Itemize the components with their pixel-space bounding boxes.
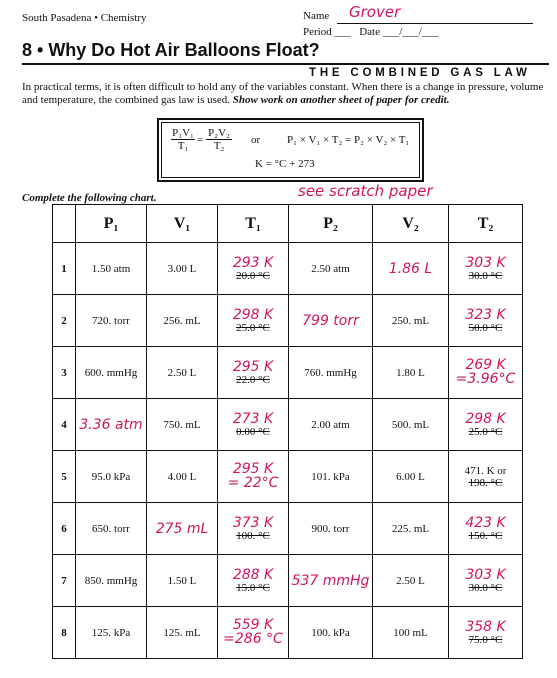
name-label: Name (303, 10, 330, 22)
cell-t1-handwritten-conversion: =286 °C (223, 631, 283, 647)
cell-t2-crossed-out: 25.0 °C (468, 425, 503, 438)
cell-t1 (218, 503, 289, 555)
cell-v1-value: 3.00 L (167, 262, 197, 275)
cell-t2-handwritten: 358 K (465, 618, 506, 635)
cell-t1-handwritten: 295 K (232, 461, 274, 477)
cell-t2 (449, 295, 523, 347)
cell-p1-value: 720. torr (92, 314, 130, 327)
cell-t1 (218, 607, 289, 659)
cell-v1 (147, 555, 218, 607)
chart-header-row (53, 205, 523, 243)
cell-v1 (147, 503, 218, 555)
cell-t2-handwritten: 323 K (465, 306, 506, 323)
cell-p1-value: 1.50 atm (91, 262, 131, 275)
period-date-line (303, 26, 438, 38)
cell-t2 (449, 451, 523, 503)
header-p2: P₂ (289, 205, 373, 243)
cell-t2-crossed-out: 30.0 °C (468, 269, 503, 282)
header-v1: V₁ (147, 205, 218, 243)
kelvin-conversion: K = °C + 273 (255, 158, 315, 170)
cell-v1-value: 125. mL (163, 626, 201, 639)
cell-v2-value: 2.50 L (396, 574, 425, 587)
cell-t2 (449, 347, 523, 399)
cell-p2 (289, 503, 373, 555)
formula-or: or (251, 134, 261, 146)
cell-p2-handwritten: 537 mmHg (291, 572, 370, 589)
cell-t1 (218, 399, 289, 451)
cell-t1-handwritten: 273 K (232, 410, 274, 427)
header-p1: P₁ (76, 205, 147, 243)
cell-t1 (218, 243, 289, 295)
formula-lhs (171, 127, 195, 152)
cell-p1-value: 850. mmHg (84, 574, 138, 587)
cell-t1-handwritten: 373 K (232, 514, 274, 531)
cell-t2-crossed-out: 150. °C (468, 529, 503, 542)
cell-t1-crossed-out: 20.0 °C (236, 269, 270, 282)
cell-t2-crossed-out: 75.0 °C (468, 633, 503, 646)
cell-p2 (289, 347, 373, 399)
cell-t1-crossed-out: 25.0 °C (236, 321, 270, 334)
cell-p1-value: 125. kPa (91, 626, 131, 639)
cell-v1-handwritten: 275 mL (155, 520, 209, 537)
cell-p1 (76, 607, 147, 659)
cell-t2-crossed-out: 50.0 °C (468, 321, 503, 334)
cell-v2 (373, 555, 449, 607)
cell-p2 (289, 555, 373, 607)
cell-v2-value: 500. mL (391, 418, 430, 431)
cell-v2 (373, 399, 449, 451)
row-number: 2 (53, 295, 76, 347)
cell-t1 (218, 451, 289, 503)
cell-v1-value: 4.00 L (167, 470, 197, 483)
cell-v1-value: 1.50 L (167, 574, 197, 587)
table-row (53, 243, 523, 295)
cell-v2-value: 6.00 L (396, 470, 425, 483)
cell-p1-handwritten: 3.36 atm (79, 416, 143, 433)
gas-law-chart (52, 204, 523, 659)
cell-t1 (218, 347, 289, 399)
cell-v1 (147, 243, 218, 295)
cell-t2 (449, 399, 523, 451)
header-t1: T₁ (218, 205, 289, 243)
cell-v1 (147, 295, 218, 347)
table-row (53, 295, 523, 347)
lhs-numerator: P₁V₁ (172, 127, 194, 139)
cell-v1-value: 750. mL (163, 418, 201, 431)
cell-v1 (147, 451, 218, 503)
formula-box (157, 118, 424, 182)
row-number: 1 (53, 243, 76, 295)
cell-p2-value: 2.50 atm (311, 262, 350, 275)
cell-t1-handwritten: 559 K (232, 617, 274, 633)
row-number: 7 (53, 555, 76, 607)
cell-p1 (76, 555, 147, 607)
cell-v2-value: 225. mL (391, 522, 430, 535)
chart-instruction: Complete the following chart. (22, 192, 157, 204)
cell-p1 (76, 243, 147, 295)
cell-p1 (76, 295, 147, 347)
cell-p1 (76, 503, 147, 555)
cell-t2-crossed-out: 198. °C (468, 476, 503, 489)
table-row (53, 451, 523, 503)
table-row (53, 503, 523, 555)
cell-t2-handwritten: 303 K (465, 566, 506, 583)
date-label: Date ___/___/___ (359, 26, 439, 38)
student-name: Grover (349, 3, 401, 21)
formula-rhs (206, 127, 232, 152)
formula-equals: = (197, 134, 204, 146)
section-subtitle: THE COMBINED GAS LAW (309, 67, 531, 79)
cell-p2 (289, 295, 373, 347)
cell-p1 (76, 347, 147, 399)
cell-v2 (373, 451, 449, 503)
cell-p2-value: 900. torr (311, 522, 350, 535)
header-t2: T₂ (449, 205, 523, 243)
cell-t1-handwritten: 293 K (232, 254, 274, 271)
table-row (53, 607, 523, 659)
period-label: Period ___ (303, 26, 351, 38)
table-row (53, 347, 523, 399)
row-number: 6 (53, 503, 76, 555)
row-number: 4 (53, 399, 76, 451)
cell-t2-crossed-out: 30.0 °C (468, 581, 503, 594)
school-course-label: South Pasadena • Chemistry (22, 12, 147, 24)
cell-v1-value: 2.50 L (167, 366, 197, 379)
cell-p1 (76, 451, 147, 503)
cell-t1-handwritten: 288 K (232, 566, 274, 583)
cell-p2-value: 760. mmHg (304, 366, 357, 379)
cell-p2 (289, 399, 373, 451)
cell-v2-value: 100 mL (393, 626, 428, 639)
cell-t2-handwritten: 298 K (465, 410, 506, 427)
cell-v2 (373, 607, 449, 659)
table-row (53, 555, 523, 607)
cell-v2 (373, 243, 449, 295)
row-number: 3 (53, 347, 76, 399)
rhs-numerator: P₂V₂ (206, 127, 232, 140)
cell-t1-crossed-out: 0.00 °C (236, 425, 270, 438)
cell-t2-handwritten-conversion: =3.96°C (455, 371, 516, 387)
intro-text: In practical terms, it is often difficult to hold any of the variables constant. When there is a change in pressure, volume and temperature, the combined gas law is used. (22, 81, 544, 106)
cell-t1-handwritten: 298 K (232, 306, 274, 323)
lhs-denominator: T₁ (177, 140, 189, 152)
scratch-paper-note: see scratch paper (298, 182, 433, 200)
cell-v2-value: 250. mL (391, 314, 430, 327)
cell-v1 (147, 607, 218, 659)
header-v2: V₂ (373, 205, 449, 243)
row-number: 8 (53, 607, 76, 659)
cell-v1-value: 256. mL (163, 314, 201, 327)
cell-t1-crossed-out: 100. °C (236, 529, 270, 542)
cell-v1 (147, 399, 218, 451)
cell-v2 (373, 503, 449, 555)
cell-t2 (449, 607, 523, 659)
formula-alt: P₁ × V₁ × T₂ = P₂ × V₂ × T₁ (287, 134, 410, 146)
cell-t2-value: 471. K or (464, 464, 507, 477)
cell-t2 (449, 555, 523, 607)
name-underline (337, 23, 533, 24)
cell-p2 (289, 607, 373, 659)
title-divider (22, 63, 549, 65)
cell-v1 (147, 347, 218, 399)
cell-p2-value: 100. kPa (311, 626, 350, 639)
cell-p2 (289, 451, 373, 503)
table-row (53, 399, 523, 451)
cell-t1-handwritten: 295 K (232, 358, 274, 375)
cell-p1-value: 600. mmHg (84, 366, 138, 379)
cell-v2 (373, 347, 449, 399)
cell-p1-value: 650. torr (92, 522, 130, 535)
cell-p2-value: 2.00 atm (311, 418, 350, 431)
cell-t1 (218, 555, 289, 607)
cell-t2-handwritten: 269 K (465, 357, 506, 373)
row-number: 5 (53, 451, 76, 503)
name-field[interactable] (303, 3, 553, 22)
credit-instruction: Show work on another sheet of paper for credit. (232, 94, 450, 106)
corner-cell (53, 205, 76, 243)
cell-t1-handwritten-conversion: = 22°C (227, 475, 279, 491)
cell-t2-handwritten: 303 K (465, 254, 506, 271)
rhs-denominator: T₂ (213, 140, 225, 152)
cell-t2 (449, 243, 523, 295)
cell-p1-value: 95.0 kPa (91, 470, 131, 483)
cell-t2 (449, 503, 523, 555)
cell-v2-handwritten: 1.86 L (388, 260, 433, 277)
cell-p2-handwritten: 799 torr (302, 312, 359, 329)
cell-p2 (289, 243, 373, 295)
cell-t1-crossed-out: 22.0 °C (236, 373, 270, 386)
cell-t2-handwritten: 423 K (465, 514, 506, 531)
page-title: 8 • Why Do Hot Air Balloons Float? (22, 40, 320, 60)
cell-p2-value: 101. kPa (311, 470, 350, 483)
cell-v2-value: 1.80 L (396, 366, 425, 379)
cell-p1 (76, 399, 147, 451)
cell-t1 (218, 295, 289, 347)
cell-v2 (373, 295, 449, 347)
intro-paragraph (22, 81, 552, 107)
cell-t1-crossed-out: 15.0 °C (236, 581, 270, 594)
